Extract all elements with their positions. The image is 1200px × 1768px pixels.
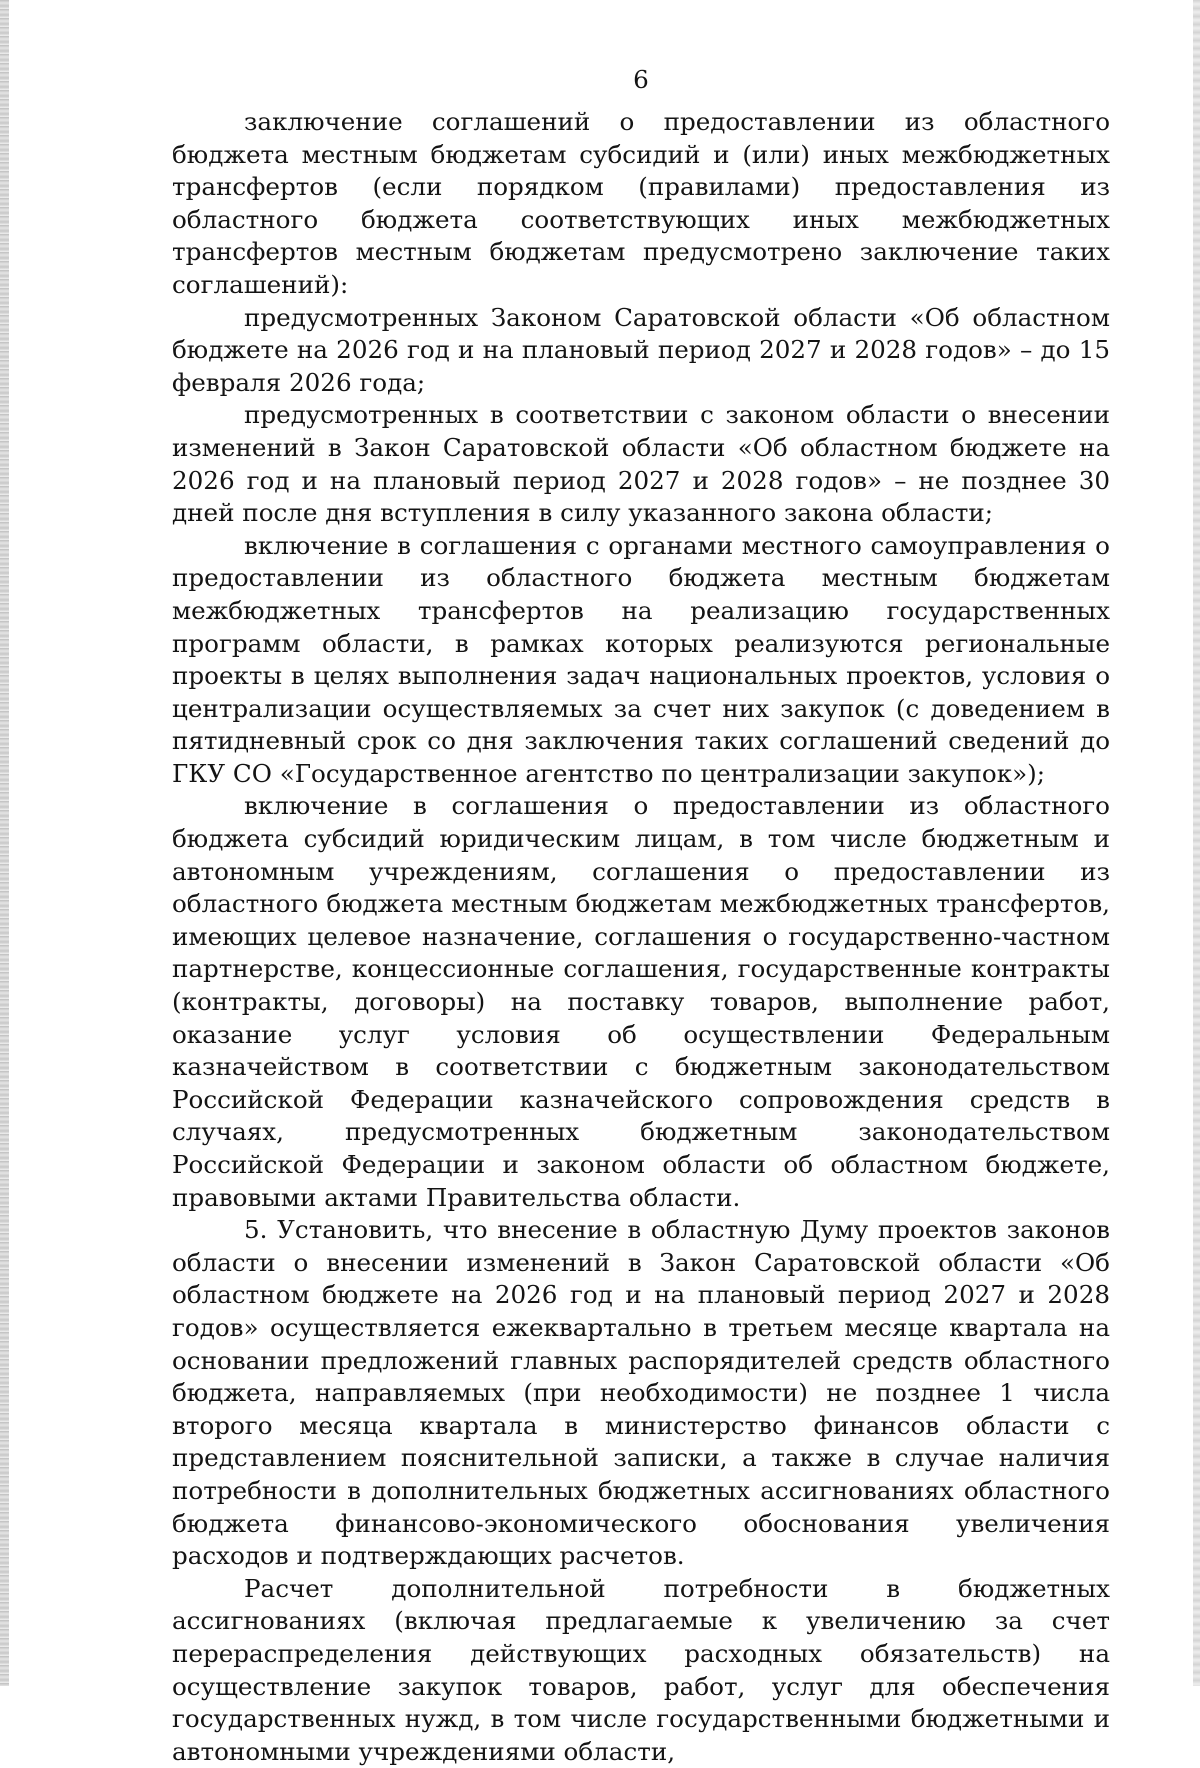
paragraph-agreements-conclusion: заключение соглашений о предоставлении из областного бюджета местным бюджетам субсидий и (или) иных межбюджетных трансфертов (если порядком (правилами) предоставления из областного бюджета соответствующих иных межбюджетных трансфертов местным бюджетам предусмотрено заключение таких соглашений): bbox=[172, 107, 1110, 299]
scan-edge-left bbox=[0, 0, 9, 1686]
paragraph-procurement-centralization: включение в соглашения с органами местного самоуправления о предоставлении из областного бюджета местным бюджетам межбюджетных трансфертов на реализацию государственных программ области, в рамках которых реализуются региональные проекты в целях выполнения задач национальных проектов, условия о централизации осуществляемых за счет них закупок (с доведением в пятидневный срок со дня заключения таких соглашений сведений до ГКУ СО «Государственное агентство по централизации закупок»); bbox=[172, 530, 1110, 788]
paragraph-deadline-amendments: предусмотренных в соответствии с законом области о внесении изменений в Закон Саратовской области «Об областном бюджете на 2026 год и на плановый период 2027 и 2028 годов» – не позднее 30 дней после дня вступления в силу указанного закона области; bbox=[172, 400, 1110, 528]
paragraph-treasury-support: включение в соглашения о предоставлении из областного бюджета субсидий юридическим лицам, в том числе бюджетным и автономным учреждениям, соглашения о предоставлении из областного бюджета местным бюджетам межбюджетных трансфертов, имеющих целевое назначение, соглашения о государственно-частном партнерстве, концессионные соглашения, государственные контракты (контракты, договоры) на поставку товаров, выполнение работ, оказание услуг условия об осуществлении Федеральным казначейством в соответствии с бюджетным законодательством Российской Федерации казначейского сопровождения средств в случаях, предусмотренных бюджетным законодательством Российской Федерации и законом области об областном бюджете, правовыми актами Правительства области. bbox=[172, 791, 1110, 1212]
scan-edge-right bbox=[1193, 0, 1200, 1686]
page-number: 6 bbox=[633, 65, 649, 94]
paragraph-deadline-budget-law: предусмотренных Законом Саратовской области «Об областном бюджете на 2026 год и на плановый период 2027 и 2028 годов» – до 15 февраля 2026 года; bbox=[172, 302, 1110, 397]
paragraph-item-5: 5. Установить, что внесение в областную Думу проектов законов области о внесении изменений в Закон Саратовской области «Об областном бюджете на 2026 год и на плановый период 2027 и 2028 годов» осуществляется ежеквартально в третьем месяце квартала на основании предложений главных распорядителей средств областного бюджета, направляемых (при необходимости) не позднее 1 числа второго месяца квартала в министерство финансов области с представлением пояснительной записки, а также в случае наличия потребности в дополнительных бюджетных ассигнованиях областного бюджета финансово-экономического обоснования увеличения расходов и подтверждающих расчетов. bbox=[172, 1215, 1110, 1571]
paragraph-additional-need-calculation: Расчет дополнительной потребности в бюджетных ассигнованиях (включая предлагаемые к увеличению за счет перераспределения действующих расходных обязательств) на осуществление закупок товаров, работ, услуг для обеспечения государственных нужд, в том числе государственными бюджетными и автономными учреждениями области, bbox=[172, 1573, 1110, 1766]
document-page bbox=[172, 60, 1110, 1768]
